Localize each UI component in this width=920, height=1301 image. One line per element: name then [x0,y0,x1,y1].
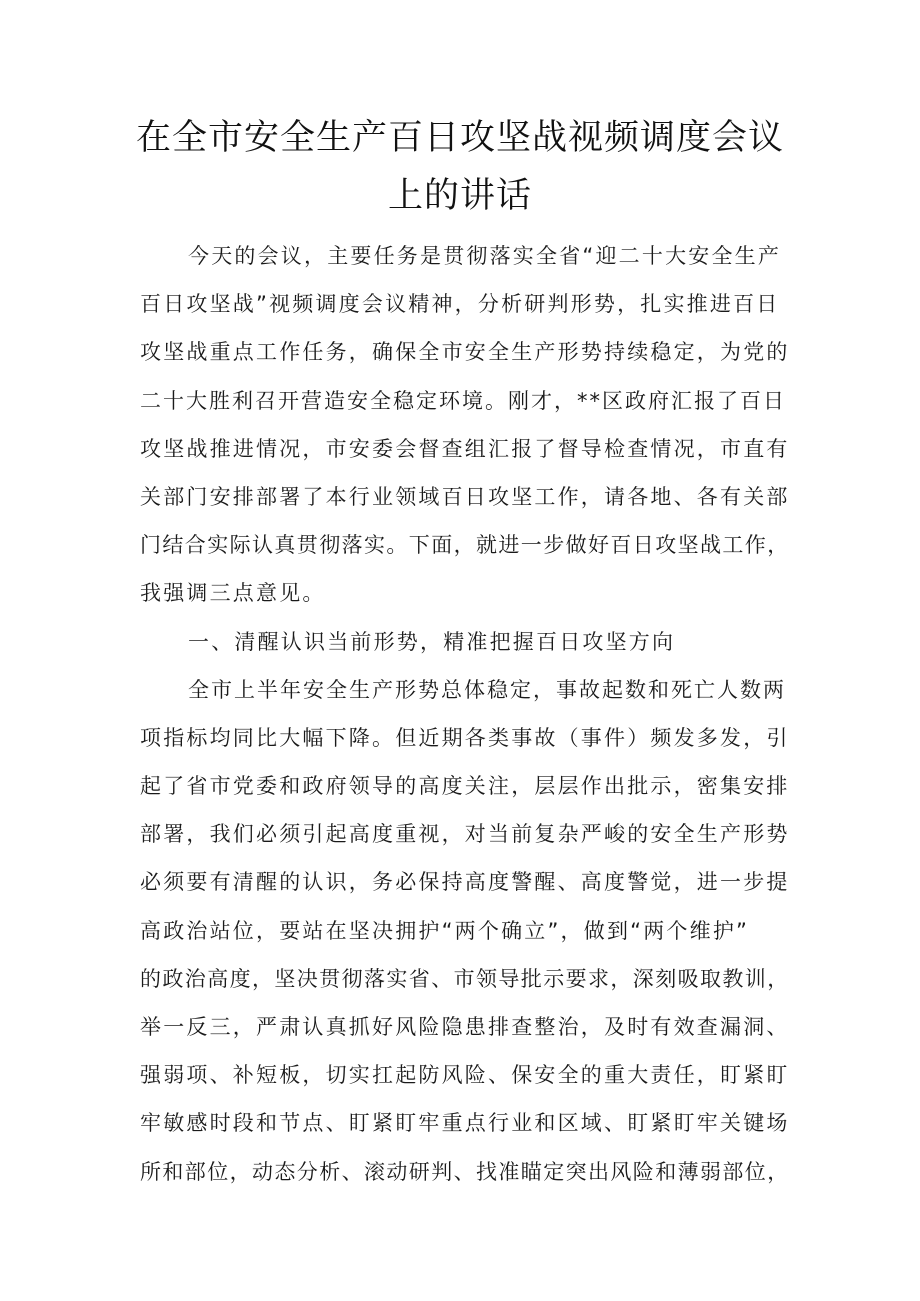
paragraph-line: 的政治高度，坚决贯彻落实省、市领导批示要求，深刻吸取教训， [140,966,790,991]
paragraph-line: 关部门安排部署了本行业领域百日攻坚工作，请各地、各有关部 [140,484,790,509]
paragraph-line: 强弱项、补短板，切实扛起防风险、保安全的重大责任，盯紧盯 [140,1063,790,1088]
paragraph-intro [140,232,790,618]
paragraph-line: 门结合实际认真贯彻落实。下面，就进一步做好百日攻坚战工作， [140,533,790,558]
paragraph-line: 全市上半年安全生产形势总体稳定，事故起数和死亡人数两 [188,677,786,702]
paragraph-line: 百日攻坚战”视频调度会议精神，分析研判形势，扎实推进百日 [140,292,780,317]
paragraph-line: 攻坚战重点工作任务，确保全市安全生产形势持续稳定，为党的 [140,340,790,365]
paragraph-line: 二十大胜利召开营造安全稳定环境。刚才，**区政府汇报了百日 [140,388,786,413]
document-title-line-1: 在全市安全生产百日攻坚战视频调度会议 [135,118,784,158]
paragraph-line: 项指标均同比大幅下降。但近期各类事故（事件）频发多发，引 [140,725,790,750]
paragraph-line: 高政治站位，要站在坚决拥护“两个确立”，做到“两个维护” [140,918,750,943]
paragraph-line: 所和部位，动态分析、滚动研判、找准瞄定突出风险和薄弱部位， [140,1159,790,1184]
document-body [140,232,790,1196]
document-title-line-2: 上的讲话 [387,176,532,216]
paragraph-line: 牢敏感时段和节点、盯紧盯牢重点行业和区域、盯紧盯牢关键场 [140,1111,790,1136]
section-heading: 一、清醒认识当前形势，精准把握百日攻坚方向 [188,629,676,654]
paragraph-line: 今天的会议，主要任务是贯彻落实全省“迎二十大安全生产 [188,244,782,268]
paragraph-line: 起了省市党委和政府领导的高度关注，层层作出批示，密集安排 [140,774,790,799]
paragraph-line: 攻坚战推进情况，市安委会督查组汇报了督导检查情况，市直有 [140,436,790,461]
paragraph-line: 举一反三，严肃认真抓好风险隐患排查整治，及时有效查漏洞、 [140,1015,790,1039]
paragraph-situation [140,666,790,1196]
paragraph-line: 部署，我们必须引起高度重视，对当前复杂严峻的安全生产形势 [140,822,790,847]
paragraph-line: 必须要有清醒的认识，务必保持高度警醒、高度警觉，进一步提 [140,870,790,895]
paragraph-line: 我强调三点意见。 [140,581,326,606]
